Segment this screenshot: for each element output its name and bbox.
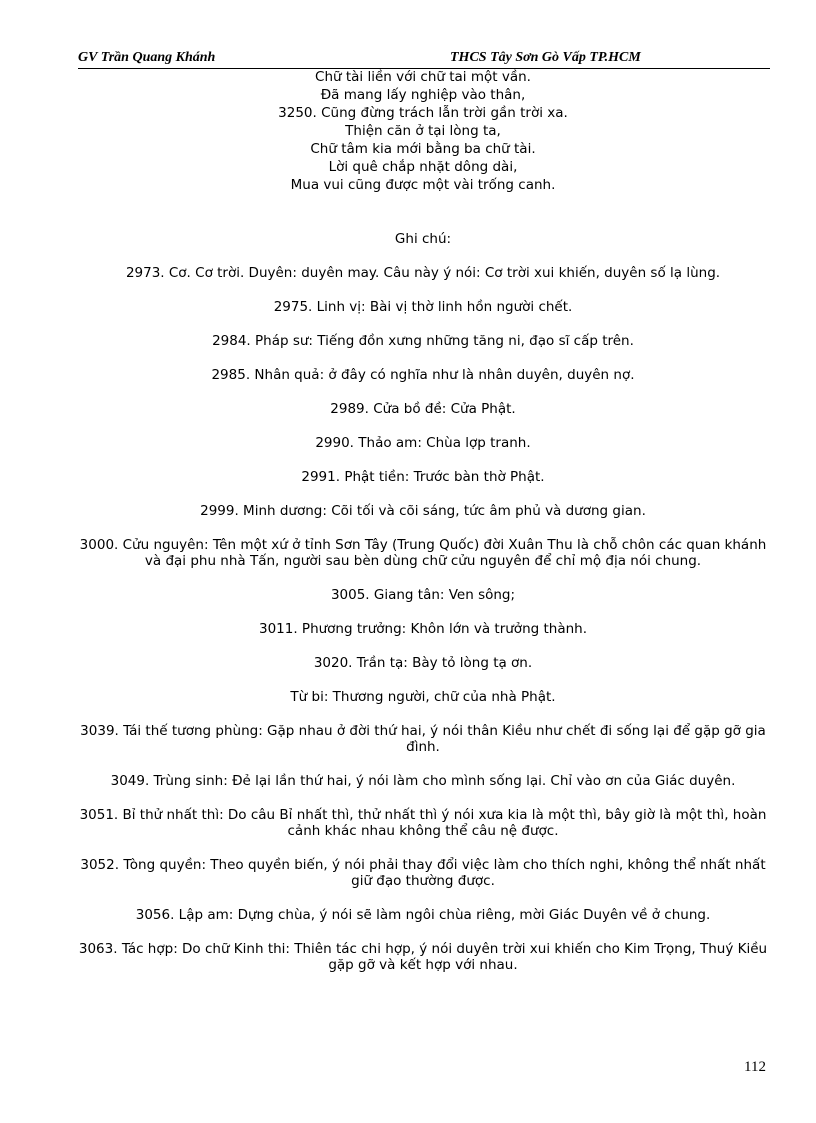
verse-line: Mua vui cũng được một vài trống canh. [290, 177, 556, 193]
page-header [78, 50, 770, 69]
header-school: THCS Tây Sơn Gò Vấp TP.HCM [450, 50, 641, 65]
verse-line: 3250. Cũng đừng trách lẫn trời gần trời xa. [278, 105, 568, 121]
note-item: 3039. Tái thế tương phùng: Gặp nhau ở đời thứ hai, ý nói thân Kiều như chết đi sống lại để gặp gỡ gia đình. [80, 723, 766, 755]
note-item: 2985. Nhân quả: ở đây có nghĩa như là nhân duyên, duyên nợ. [211, 367, 635, 383]
verse-line: Chữ tâm kia mới bằng ba chữ tài. [310, 141, 536, 157]
note-item: 2991. Phật tiền: Trước bàn thờ Phật. [301, 469, 545, 485]
verse-line: Thiện căn ở tại lòng ta, [345, 123, 501, 139]
note-item: 2975. Linh vị: Bài vị thờ linh hồn người chết. [273, 299, 573, 315]
note-item: 2999. Minh dương: Cõi tối và cõi sáng, tức âm phủ và dương gian. [200, 503, 646, 519]
note-item: 3052. Tòng quyền: Theo quyền biến, ý nói phải thay đổi việc làm cho thích nghi, không thể nhất nhất giữ đạo thường được. [80, 857, 766, 889]
note-item: 2990. Thảo am: Chùa lợp tranh. [315, 435, 531, 451]
verse-line: Lời quê chắp nhặt dông dài, [328, 159, 518, 175]
notes-heading: Ghi chú: [394, 231, 452, 247]
verse-line: Đã mang lấy nghiệp vào thân, [320, 87, 526, 103]
note-item: 3049. Trùng sinh: Đẻ lại lần thứ hai, ý nói làm cho mình sống lại. Chỉ vào ơn của Giác duyên. [110, 773, 736, 789]
note-item: 3056. Lập am: Dựng chùa, ý nói sẽ làm ngôi chùa riêng, mời Giác Duyên về ở chung. [135, 907, 711, 923]
verse-line: Chữ tài liền với chữ tai một vần. [315, 69, 531, 85]
note-item: 2973. Cơ. Cơ trời. Duyên: duyên may. Câu này ý nói: Cơ trời xui khiến, duyên số lạ lùng. [125, 265, 721, 281]
note-item: 2989. Cửa bồ đề: Cửa Phật. [330, 401, 516, 417]
header-author: GV Trần Quang Khánh [78, 50, 216, 65]
notes-list [76, 265, 770, 991]
note-item: 3020. Trần tạ: Bày tỏ lòng tạ ơn. [313, 655, 533, 671]
note-item: 2984. Pháp sư: Tiếng đồn xưng những tăng ni, đạo sĩ cấp trên. [212, 333, 634, 349]
note-item: 3005. Giang tân: Ven sông; [330, 587, 516, 603]
poem-verses [70, 68, 776, 194]
note-item: Từ bi: Thương người, chữ của nhà Phật. [290, 689, 556, 705]
note-item: 3051. Bỉ thử nhất thì: Do câu Bỉ nhất thì, thử nhất thì ý nói xưa kia là một thì, bây giờ là một thì, hoàn cảnh khác nhau không thể câu nệ được. [79, 807, 767, 839]
page-number: 112 [744, 1059, 766, 1075]
note-item: 3063. Tác hợp: Do chữ Kinh thi: Thiên tác chi hợp, ý nói duyên trời xui khiến cho Kim Trọng, Thuý Kiều gặp gỡ và kết hợp với nhau. [78, 941, 768, 973]
note-item: 3011. Phương trưởng: Khôn lớn và trưởng thành. [258, 621, 588, 637]
note-item: 3000. Cửu nguyên: Tên một xứ ở tỉnh Sơn Tây (Trung Quốc) đời Xuân Thu là chỗ chôn các quan khánh và đại phu nhà Tấn, người sau bèn dùng chữ cửu nguyên để chỉ mộ địa nói chung. [79, 537, 767, 569]
